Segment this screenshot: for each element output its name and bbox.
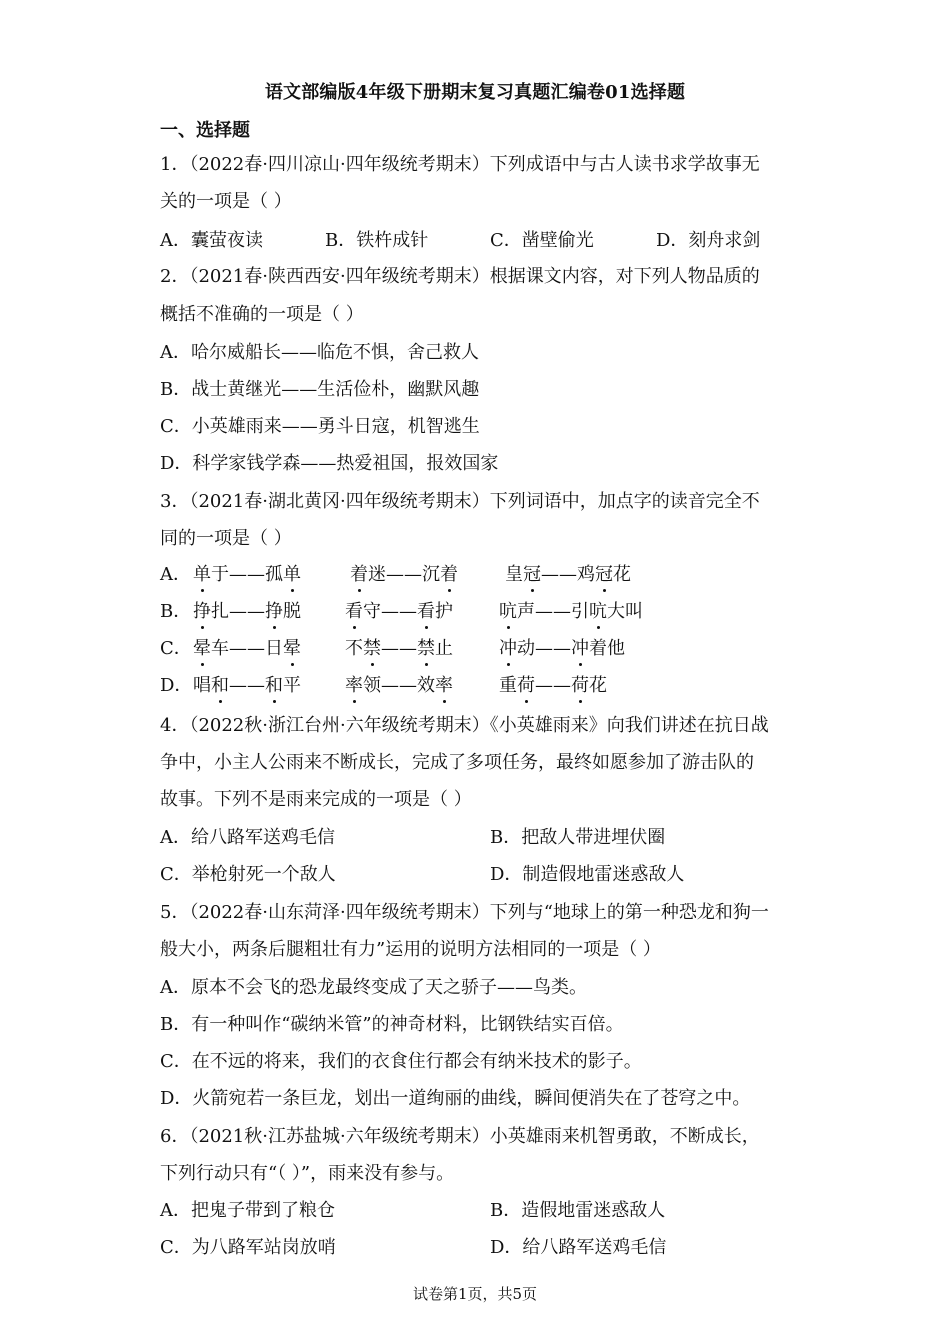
q3-option-b-pair-3: 吭声——引吭大叫 [499, 601, 643, 622]
q5-option-a: A．原本不会飞的恐龙最终变成了天之骄子——鸟类。 [160, 977, 587, 998]
q3-option-d-pair-1: 唱和——和平 [193, 675, 301, 696]
q2-option-c: C．小英雄雨来——勇斗日寇，机智逃生 [160, 416, 480, 437]
q3-option-a-label: A． [160, 564, 191, 585]
q3-stem-line-1: 3．（2021春·湖北黄冈·四年级统考期末）下列词语中，加点字的读音完全不 [160, 491, 760, 512]
q1-stem-line-1: 1．（2022春·四川凉山·四年级统考期末）下列成语中与古人读书求学故事无 [160, 154, 760, 175]
section-heading: 一、选择题 [160, 120, 250, 141]
q2-option-a: A．哈尔威船长——临危不惧，舍己救人 [160, 342, 479, 363]
page-footer: 试卷第1页，共5页 [412, 1285, 538, 1303]
q4-stem-line-1: 4．（2022秋·浙江台州·六年级统考期末）《小英雄雨来》向我们讲述在抗日战 [160, 715, 769, 736]
q4-stem-line-3: 故事。下列不是雨来完成的一项是（ ） [160, 789, 472, 810]
q4-option-b: B．把敌人带进埋伏圈 [490, 827, 666, 848]
q6-option-d: D．给八路军送鸡毛信 [490, 1237, 667, 1258]
q1-option-c: C．凿壁偷光 [490, 230, 594, 251]
q3-option-a-pair-3: 皇冠——鸡冠花 [505, 564, 631, 585]
q6-stem-line-2: 下列行动只有“（ ）”，雨来没有参与。 [160, 1163, 455, 1184]
q3-option-b-pair-2: 看守——看护 [345, 601, 453, 622]
q3-option-c-pair-1: 晕车——日晕 [193, 638, 301, 659]
q3-option-d-pair-2: 率领——效率 [345, 675, 453, 696]
q2-stem-line-1: 2．（2021春·陕西西安·四年级统考期末）根据课文内容，对下列人物品质的 [160, 266, 760, 287]
q3-option-c-label: C． [160, 638, 192, 659]
q3-stem-line-2: 同的一项是（ ） [160, 528, 292, 549]
q6-option-b: B．造假地雷迷惑敌人 [490, 1200, 666, 1221]
q1-option-a: A．囊萤夜读 [160, 230, 263, 251]
q5-stem-line-1: 5．（2022春·山东菏泽·四年级统考期末）下列与“地球上的第一种恐龙和狗一 [160, 902, 769, 923]
q4-option-a: A．给八路军送鸡毛信 [160, 827, 335, 848]
q3-option-c-pair-3: 冲动——冲着他 [499, 638, 625, 659]
q3-option-b-pair-1: 挣扎——挣脱 [193, 601, 301, 622]
q4-option-c: C．举枪射死一个敌人 [160, 864, 336, 885]
q2-option-b: B．战士黄继光——生活俭朴，幽默风趣 [160, 379, 480, 400]
page-title: 语文部编版4年级下册期末复习真题汇编卷01选择题 [264, 82, 686, 103]
q5-option-c: C．在不远的将来，我们的衣食住行都会有纳米技术的影子。 [160, 1051, 642, 1072]
q3-option-d-label: D． [160, 675, 193, 696]
q1-option-b: B．铁杵成针 [325, 230, 429, 251]
q5-option-b: B．有一种叫作“碳纳米管”的神奇材料，比钢铁结实百倍。 [160, 1014, 624, 1035]
q1-stem-line-2: 关的一项是（ ） [160, 191, 292, 212]
q6-stem-line-1: 6．（2021秋·江苏盐城·六年级统考期末）小英雄雨来机智勇敢，不断成长， [160, 1126, 760, 1147]
q5-option-d: D．火箭宛若一条巨龙，划出一道绚丽的曲线，瞬间便消失在了苍穹之中。 [160, 1088, 751, 1109]
q6-option-a: A．把鬼子带到了粮仓 [160, 1200, 335, 1221]
q6-option-c: C．为八路军站岗放哨 [160, 1237, 336, 1258]
q1-option-d: D．刻舟求剑 [656, 230, 761, 251]
q3-option-b-label: B． [160, 601, 192, 622]
q2-option-d: D．科学家钱学森——热爱祖国，报效国家 [160, 453, 499, 474]
q3-option-a-pair-1: 单于——孤单 [193, 564, 301, 585]
q3-option-c-pair-2: 不禁——禁止 [345, 638, 453, 659]
q5-stem-line-2: 般大小，两条后腿粗壮有力”运用的说明方法相同的一项是（ ） [160, 939, 661, 960]
q2-stem-line-2: 概括不准确的一项是（ ） [160, 304, 364, 325]
q3-option-a-pair-2: 着迷——沉着 [350, 564, 458, 585]
q4-stem-line-2: 争中，小主人公雨来不断成长，完成了多项任务，最终如愿参加了游击队的 [160, 752, 754, 773]
q3-option-d-pair-3: 重荷——荷花 [499, 675, 607, 696]
q4-option-d: D．制造假地雷迷惑敌人 [490, 864, 685, 885]
